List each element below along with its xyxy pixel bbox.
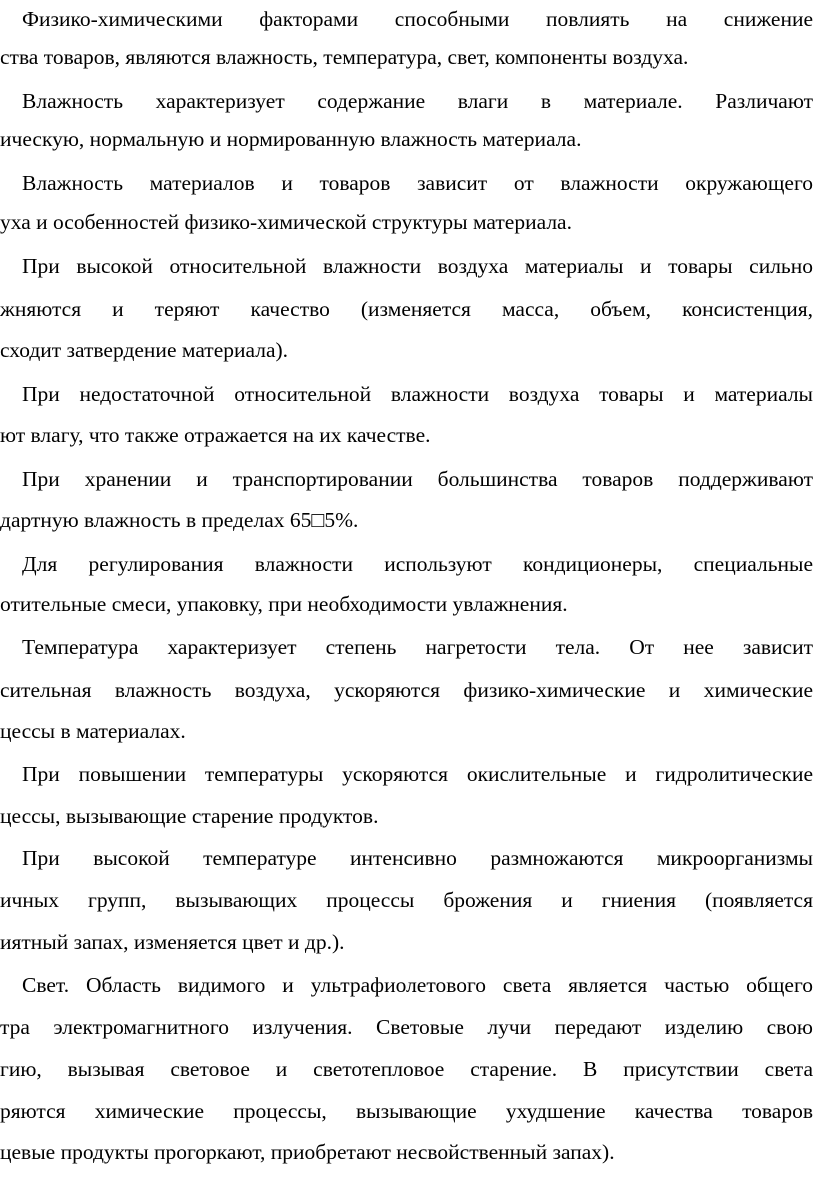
paragraph-10-line-2: ичных групп, вызывающих процессы брожения и гниения (появляется	[0, 888, 813, 912]
paragraph-11-line-5: цевые продукты прогоркают, приобретают несвойственный запах).	[0, 1140, 615, 1164]
paragraph-4-line-2: жняются и теряют качество (изменяется масса, объем, консистенция,	[0, 297, 813, 321]
paragraph-6-line-2: дартную влажность в пределах 65□5%.	[0, 508, 359, 532]
paragraph-1-line-1: Физико-химическими факторами способными повлиять на снижение	[22, 7, 813, 31]
paragraph-11-line-2: тра электромагнитного излучения. Световые лучи передают изделию свою	[0, 1015, 813, 1039]
paragraph-6-line-1: При хранении и транспортировании большинства товаров поддерживают	[22, 467, 813, 491]
paragraph-10-line-3: иятный запах, изменяется цвет и др.).	[0, 930, 345, 954]
paragraph-11-line-4: ряются химические процессы, вызывающие ухудшение качества товаров	[0, 1099, 813, 1123]
paragraph-3-line-1: Влажность материалов и товаров зависит от влажности окружающего	[22, 171, 813, 195]
paragraph-8-line-3: цессы в материалах.	[0, 719, 186, 743]
paragraph-11-line-3: гию, вызывая световое и светотепловое старение. В присутствии света	[0, 1057, 813, 1081]
paragraph-9-line-2: цессы, вызывающие старение продуктов.	[0, 804, 379, 828]
paragraph-4-line-1: При высокой относительной влажности воздуха материалы и товары сильно	[22, 254, 813, 278]
paragraph-10-line-1: При высокой температуре интенсивно размножаются микроорганизмы	[22, 846, 813, 870]
paragraph-1-line-2: ства товаров, являются влажность, температура, свет, компоненты воздуха.	[0, 45, 689, 69]
paragraph-5-line-1: При недостаточной относительной влажности воздуха товары и материалы	[22, 382, 813, 406]
paragraph-7-line-2: отительные смеси, упаковку, при необходимости увлажнения.	[0, 592, 568, 616]
paragraph-4-line-3: сходит затвердение материала).	[0, 338, 289, 362]
paragraph-7-line-1: Для регулирования влажности используют кондиционеры, специальные	[22, 552, 813, 576]
paragraph-8-line-1: Температура характеризует степень нагретости тела. От нее зависит	[22, 635, 813, 659]
paragraph-5-line-2: ют влагу, что также отражается на их качестве.	[0, 423, 431, 447]
paragraph-9-line-1: При повышении температуры ускоряются окислительные и гидролитические	[22, 762, 813, 786]
paragraph-8-line-2: сительная влажность воздуха, ускоряются физико-химические и химические	[0, 678, 813, 702]
paragraph-11-line-1: Свет. Область видимого и ультрафиолетового света является частью общего	[22, 973, 813, 997]
paragraph-2-line-2: ическую, нормальную и нормированную влажность материала.	[0, 127, 582, 151]
paragraph-2-line-1: Влажность характеризует содержание влаги в материале. Различают	[22, 89, 813, 113]
paragraph-3-line-2: уха и особенностей физико-химической структуры материала.	[0, 210, 572, 234]
